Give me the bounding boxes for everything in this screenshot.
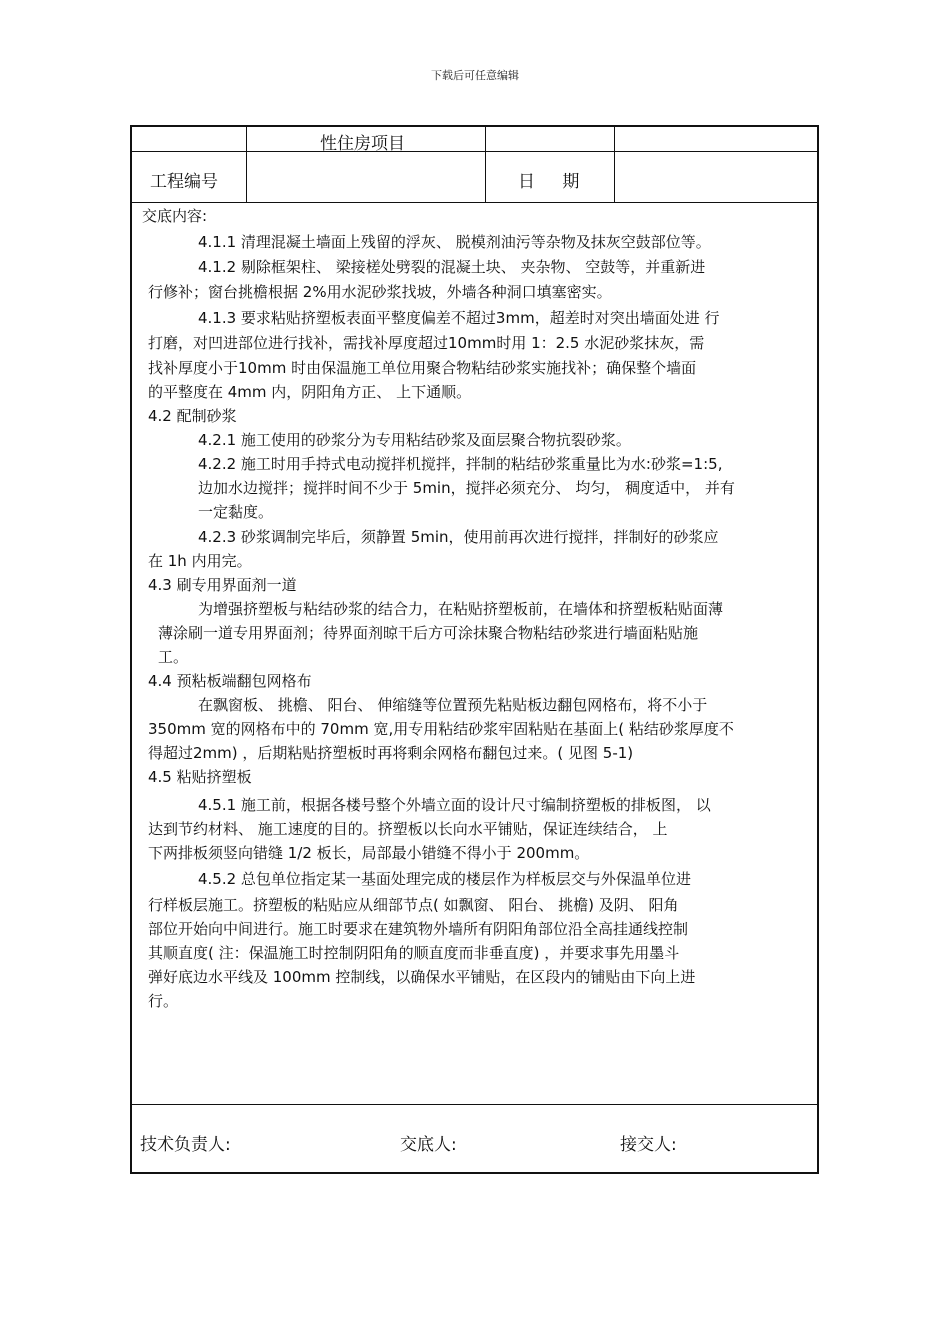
project-no-label: 工程编号	[150, 172, 218, 192]
row-divider	[132, 202, 817, 203]
content-line: 4.5 粘贴挤塑板	[148, 768, 252, 786]
content-line: 打磨，对凹进部位进行找补，需找补厚度超过10mm时用 1：2.5 水泥砂浆抹灰，需	[148, 334, 705, 352]
content-line: 达到节约材料、 施工速度的目的。挤塑板以长向水平铺贴，保证连续结合， 上	[148, 820, 668, 838]
content-line: 的平整度在 4mm 内，阴阳角方正、 上下通顺。	[148, 383, 472, 401]
content-line: 行修补；窗台挑檐根据 2%用水泥砂浆找坡，外墙各种洞口填塞密实。	[148, 283, 612, 301]
content-line: 4.1.3 要求粘贴挤塑板表面平整度偏差不超过3mm，超差时对突出墙面处进 行	[198, 309, 720, 327]
content-line: 工。	[158, 648, 189, 666]
content-line: 4.4 预粘板端翻包网格布	[148, 672, 312, 690]
content-line: 4.1.2 剔除框架柱、 梁接槎处劈裂的混凝土块、 夹杂物、 空鼓等，并重新进	[198, 258, 706, 276]
row-divider	[132, 1104, 817, 1105]
content-line: 在飘窗板、 挑檐、 阳台、 伸缩缝等位置预先粘贴板边翻包网格布，将不小于	[198, 696, 708, 714]
discloser-label: 交底人:	[400, 1135, 457, 1155]
content-line: 为增强挤塑板与粘结砂浆的结合力，在粘贴挤塑板前，在墙体和挤塑板粘贴面薄	[198, 600, 724, 618]
content-line: 4.2.2 施工时用手持式电动搅拌机搅拌，拌制的粘结砂浆重量比为水:砂浆=1:5,	[198, 455, 723, 473]
column-divider	[246, 127, 247, 202]
column-divider	[614, 127, 615, 202]
content-line: 350mm 宽的网格布中的 70mm 宽,用专用粘结砂浆牢固粘贴在基面上( 粘结砂浆厚度不	[148, 720, 734, 738]
content-line: 4.5.1 施工前，根据各楼号整个外墙立面的设计尺寸编制挤塑板的排板图， 以	[198, 796, 711, 814]
tech-lead-label: 技术负责人:	[140, 1135, 231, 1155]
content-line: 一定黏度。	[198, 503, 274, 521]
content-line: 边加水边搅拌；搅拌时间不少于 5min，搅拌必须充分、 均匀， 稠度适中， 并有	[198, 479, 735, 497]
content-line: 4.3 刷专用界面剂一道	[148, 576, 297, 594]
content-line: 4.5.2 总包单位指定某一基面处理完成的楼层作为样板层交与外保温单位进	[198, 870, 691, 888]
content-line: 4.2 配制砂浆	[148, 407, 237, 425]
row-divider	[132, 151, 817, 152]
content-line: 行。	[148, 992, 179, 1010]
content-intro: 交底内容:	[142, 207, 208, 225]
project-name: 性住房项目	[320, 134, 405, 154]
content-line: 行样板层施工。挤塑板的粘贴应从细部节点( 如飘窗、 阳台、 挑檐) 及阴、 阳角	[148, 896, 679, 914]
content-line: 下两排板须竖向错缝 1/2 板长，局部最小错缝不得小于 200mm。	[148, 844, 590, 862]
content-line: 4.2.3 砂浆调制完毕后，须静置 5min，使用前再次进行搅拌，拌制好的砂浆应	[198, 528, 719, 546]
content-line: 4.1.1 清理混凝土墙面上残留的浮灰、 脱模剂油污等杂物及抹灰空鼓部位等。	[198, 233, 711, 251]
content-line: 在 1h 内用完。	[148, 552, 252, 570]
disclosure-form	[130, 125, 819, 1174]
content-line: 薄涂刷一道专用界面剂；待界面剂晾干后方可涂抹聚合物粘结砂浆进行墙面粘贴施	[158, 624, 699, 642]
receiver-label: 接交人:	[620, 1135, 677, 1155]
content-line: 找补厚度小于10mm 时由保温施工单位用聚合物粘结砂浆实施找补；确保整个墙面	[148, 359, 697, 377]
content-line: 其顺直度( 注：保温施工时控制阴阳角的顺直度而非垂直度) ，并要求事先用墨斗	[148, 944, 680, 962]
date-label: 日 期	[518, 172, 580, 192]
content-line: 部位开始向中间进行。施工时要求在建筑物外墙所有阴阳角部位沿全高挂通线控制	[148, 920, 689, 938]
content-line: 得超过2mm) ，后期粘贴挤塑板时再将剩余网格布翻包过来。( 见图 5-1)	[148, 744, 634, 762]
content-line: 弹好底边水平线及 100mm 控制线，以确保水平铺贴，在区段内的铺贴由下向上进	[148, 968, 696, 986]
content-line: 4.2.1 施工使用的砂浆分为专用粘结砂浆及面层聚合物抗裂砂浆。	[198, 431, 631, 449]
column-divider	[485, 127, 486, 202]
page-note: 下载后可任意编辑	[431, 69, 519, 82]
